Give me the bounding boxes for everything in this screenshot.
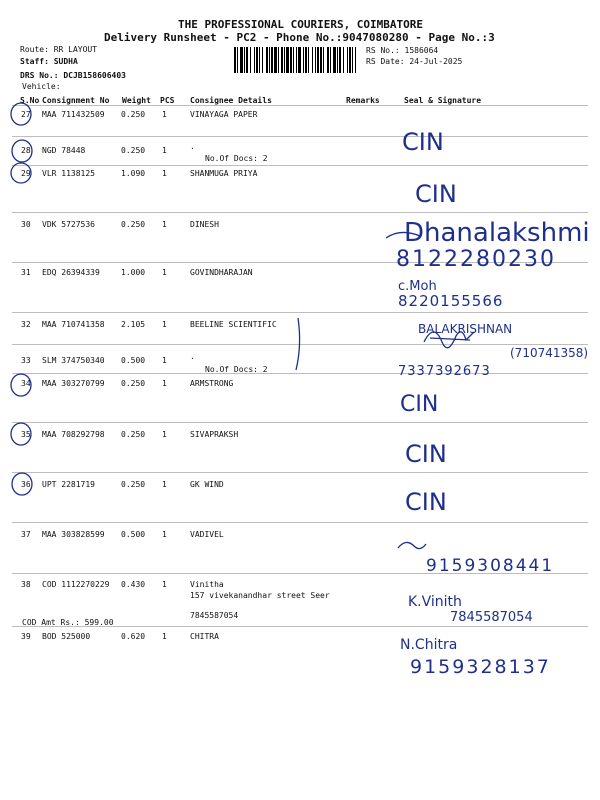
runsheet-subtitle: Delivery Runsheet - PC2 - Phone No.:9047080280 - Page No.:3 <box>104 31 495 44</box>
row-consignment: VLR 1138125 <box>42 169 95 178</box>
drs-number: DRS No.: DCJB158606403 <box>20 71 126 80</box>
row-sno: 39 <box>21 632 31 641</box>
row-pcs: 1 <box>162 530 167 539</box>
row-consignment: NGD 78448 <box>42 146 86 155</box>
row-divider <box>12 312 588 313</box>
row-consignee: GOVINDHARAJAN <box>190 268 253 277</box>
row-sno: 31 <box>21 268 31 277</box>
row-pcs: 1 <box>162 110 167 119</box>
row-divider <box>12 344 588 345</box>
handwritten-phone-37: 9159308441 <box>426 556 555 576</box>
row-divider <box>12 422 588 423</box>
row-pcs: 1 <box>162 356 167 365</box>
company-title: THE PROFESSIONAL COURIERS, COIMBATORE <box>178 18 424 31</box>
row-pcs: 1 <box>162 480 167 489</box>
row-sno: 36 <box>21 480 31 489</box>
row-consignment: MAA 708292798 <box>42 430 105 439</box>
row-divider <box>12 136 588 137</box>
handwritten-ref-32: (710741358) <box>510 346 589 360</box>
row-weight: 0.430 <box>121 580 146 589</box>
row-sno: 33 <box>21 356 31 365</box>
row-weight: 2.105 <box>121 320 146 329</box>
signature-scribble-37 <box>398 542 426 548</box>
row-weight: 0.250 <box>121 379 146 388</box>
row-docs-count: No.Of Docs: 2 <box>205 154 268 163</box>
col-consignee: Consignee Details <box>190 96 272 105</box>
row-sno: 35 <box>21 430 31 439</box>
row-consignee: Vinitha <box>190 580 224 589</box>
row-pcs: 1 <box>162 632 167 641</box>
row-pcs: 1 <box>162 169 167 178</box>
row-pcs: 1 <box>162 220 167 229</box>
handwritten-phone-38: 7845587054 <box>450 610 533 625</box>
row-consignee: . <box>190 142 195 151</box>
row-consignee: ARMSTRONG <box>190 379 234 388</box>
row-consignment: BOD 525000 <box>42 632 91 641</box>
row-sno: 37 <box>21 530 31 539</box>
row-consignment: MAA 711432509 <box>42 110 105 119</box>
row-divider <box>12 373 588 374</box>
handwritten-cin-36: CIN <box>405 488 447 516</box>
col-sno: S.No <box>20 96 40 105</box>
row-consignment: MAA 710741358 <box>42 320 105 329</box>
row-consignee: SIVAPRAKSH <box>190 430 239 439</box>
row-divider <box>12 165 588 166</box>
handwritten-cin-34: CIN <box>400 392 439 417</box>
row-sno: 32 <box>21 320 31 329</box>
row-weight: 0.250 <box>121 110 146 119</box>
consignee-address: 157 vivekanandhar street Seer <box>190 591 330 600</box>
handwritten-phone-30: 8122280230 <box>396 247 556 272</box>
staff-label: Staff: SUDHA <box>20 57 78 66</box>
handwritten-name-39: N.Chitra <box>400 637 458 653</box>
col-remarks: Remarks <box>346 96 380 105</box>
row-consignee: GK WIND <box>190 480 224 489</box>
handwritten-name-31: c.Moh <box>398 279 437 294</box>
row-sno: 30 <box>21 220 31 229</box>
row-pcs: 1 <box>162 146 167 155</box>
handwritten-phone-39: 9159328137 <box>410 656 551 678</box>
row-consignment: UPT 2281719 <box>42 480 95 489</box>
row-weight: 0.500 <box>121 530 146 539</box>
rs-number: RS No.: 1586064 <box>366 46 439 55</box>
row-consignee: DINESH <box>190 220 219 229</box>
row-pcs: 1 <box>162 580 167 589</box>
row-consignee: . <box>190 352 195 361</box>
handwritten-name-32: BALAKRISHNAN <box>418 322 513 336</box>
consignee-phone: 7845587054 <box>190 611 239 620</box>
route-label: Route: RR LAYOUT <box>20 45 98 54</box>
row-pcs: 1 <box>162 430 167 439</box>
col-consignment: Consignment No <box>42 96 110 105</box>
row-weight: 0.250 <box>121 220 146 229</box>
row-sno: 29 <box>21 169 31 178</box>
row-consignee: BEELINE SCIENTIFIC <box>190 320 277 329</box>
row-sno: 27 <box>21 110 31 119</box>
handwritten-cin-29: CIN <box>415 180 457 208</box>
handwritten-name-38: K.Vinith <box>408 594 462 610</box>
row-pcs: 1 <box>162 268 167 277</box>
handwritten-name-30: Dhanalakshmi <box>404 218 590 248</box>
row-docs-count: No.Of Docs: 2 <box>205 365 268 374</box>
row-sno: 38 <box>21 580 31 589</box>
handwritten-phone-32: 7337392673 <box>398 364 491 379</box>
row-weight: 0.500 <box>121 356 146 365</box>
row-weight: 0.250 <box>121 430 146 439</box>
row-consignment: SLM 374750340 <box>42 356 105 365</box>
row-sno: 28 <box>21 146 31 155</box>
row-consignment: VDK 5727536 <box>42 220 95 229</box>
handwritten-phone-31: 8220155566 <box>398 292 504 310</box>
handwritten-cin-35: CIN <box>405 440 447 468</box>
row-weight: 0.250 <box>121 146 146 155</box>
cod-amount: COD Amt Rs.: 599.00 <box>22 618 114 627</box>
row-sno: 34 <box>21 379 31 388</box>
rs-date: RS Date: 24-Jul-2025 <box>366 57 463 66</box>
row-pcs: 1 <box>162 320 167 329</box>
row-pcs: 1 <box>162 379 167 388</box>
vehicle-label: Vehicle: <box>22 82 61 91</box>
row-weight: 1.000 <box>121 268 146 277</box>
row-consignee: VADIVEL <box>190 530 224 539</box>
row-weight: 0.250 <box>121 480 146 489</box>
row-divider <box>12 522 588 523</box>
row-divider <box>12 212 588 213</box>
header-divider <box>12 105 588 106</box>
col-weight: Weight <box>122 96 151 105</box>
row-consignment: MAA 303270799 <box>42 379 105 388</box>
row-consignment: MAA 303828599 <box>42 530 105 539</box>
row-weight: 1.090 <box>121 169 146 178</box>
col-pcs: PCS <box>160 96 175 105</box>
row-consignee: CHITRA <box>190 632 219 641</box>
row-consignment: COD 1112270229 <box>42 580 110 589</box>
handwritten-cin-27: CIN <box>402 128 444 156</box>
row-weight: 0.620 <box>121 632 146 641</box>
row-consignment: EDQ 26394339 <box>42 268 100 277</box>
row-divider <box>12 626 588 627</box>
row-consignee: VINAYAGA PAPER <box>190 110 258 119</box>
row-divider <box>12 472 588 473</box>
col-seal-signature: Seal & Signature <box>404 96 482 105</box>
row-consignee: SHANMUGA PRIYA <box>190 169 258 178</box>
